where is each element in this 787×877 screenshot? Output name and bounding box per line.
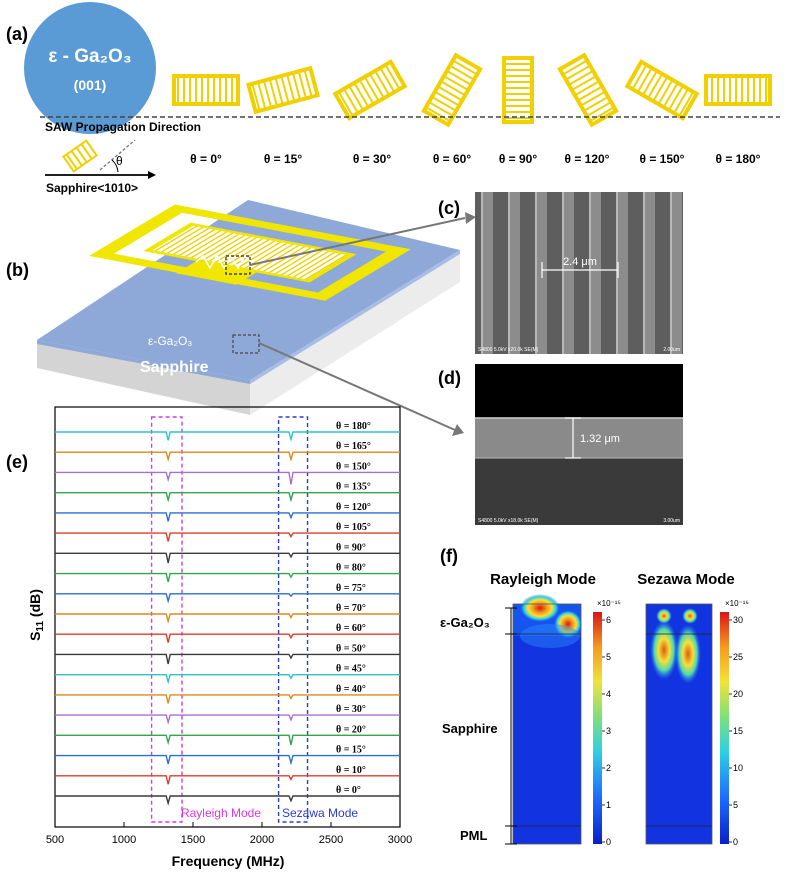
substrate-label: Sapphire bbox=[140, 359, 209, 376]
angle-labels bbox=[190, 152, 761, 166]
series-line bbox=[55, 553, 400, 563]
substrate-direction-label: Sapphire<1010> bbox=[46, 181, 139, 195]
series-line bbox=[55, 735, 400, 745]
saw-direction-label: SAW Propagation Direction bbox=[45, 120, 202, 134]
series-line bbox=[55, 513, 400, 521]
series-line bbox=[55, 614, 400, 621]
angle-label-180: θ = 180° bbox=[715, 152, 761, 166]
sem-c-scalebar: 2.00um bbox=[663, 347, 680, 353]
sezawa-mode-title: Sezawa Mode bbox=[637, 571, 735, 588]
idt-glyph bbox=[504, 58, 532, 122]
series-label: θ = 0° bbox=[336, 785, 361, 796]
series-label: θ = 105° bbox=[336, 522, 371, 534]
idt-glyph bbox=[627, 62, 696, 118]
series-line bbox=[55, 654, 400, 664]
series-label: θ = 135° bbox=[336, 481, 371, 493]
series-label: θ = 45° bbox=[336, 663, 366, 675]
series-line bbox=[55, 594, 400, 601]
rayleigh-box-label: Rayleigh Mode bbox=[180, 806, 261, 820]
idt-glyph bbox=[706, 76, 770, 104]
rayleigh-mode-title: Rayleigh Mode bbox=[490, 571, 596, 588]
panel-label-a: (a) bbox=[6, 24, 28, 44]
series-line bbox=[55, 634, 400, 642]
sem-d-scalebar: 3.00um bbox=[663, 518, 680, 524]
sezawa-box bbox=[279, 417, 308, 822]
layer-substrate-label: Sapphire bbox=[442, 721, 498, 736]
angle-label-30: θ = 30° bbox=[352, 152, 392, 166]
x-tick-label: 3000 bbox=[387, 834, 413, 846]
x-tick-label: 2000 bbox=[249, 834, 275, 846]
idt-glyph bbox=[560, 55, 616, 124]
series-line bbox=[55, 796, 400, 803]
angle-label-120: θ = 120° bbox=[564, 152, 610, 166]
colorbar-tick-label: 25 bbox=[733, 652, 744, 662]
series-label: θ = 165° bbox=[336, 441, 371, 453]
series-label: θ = 70° bbox=[336, 603, 366, 614]
panel-label-b: (b) bbox=[6, 260, 29, 280]
theta-definition bbox=[45, 140, 156, 195]
x-axis-label: Frequency (MHz) bbox=[171, 853, 285, 869]
colorbar-tick-label: 30 bbox=[733, 615, 744, 625]
finger-width-label: 2.4 μm bbox=[563, 256, 597, 268]
series-label: θ = 40° bbox=[336, 683, 366, 695]
series-label: θ = 30° bbox=[336, 704, 366, 716]
angle-label-90: θ = 90° bbox=[498, 152, 538, 166]
x-tick-label: 500 bbox=[45, 834, 65, 846]
angle-label-0: θ = 0° bbox=[190, 152, 222, 166]
rayleigh-mode-simulation bbox=[513, 594, 621, 847]
y-axis-label: $S_{11}$ (dB) bbox=[27, 589, 46, 641]
series-line bbox=[55, 493, 400, 500]
series-line bbox=[55, 432, 400, 440]
angle-label-15: θ = 15° bbox=[263, 152, 303, 166]
angle-label-60: θ = 60° bbox=[432, 152, 472, 166]
colorbar-tick-label: 3 bbox=[606, 726, 612, 736]
sem-top-view bbox=[475, 192, 683, 354]
film-label: ε-Ga₂O₃ bbox=[148, 334, 193, 348]
sem-c-footer: S4800 5.0kV x20.0k SE(M) bbox=[478, 347, 539, 353]
device-schematic bbox=[37, 200, 476, 436]
series-line bbox=[55, 452, 400, 459]
series-line bbox=[55, 776, 400, 784]
sezawa-colorbar bbox=[720, 612, 729, 844]
ga2o3-crystal-circle bbox=[24, 2, 156, 134]
x-tick-label: 1500 bbox=[180, 834, 206, 846]
sezawa-mode-simulation bbox=[646, 599, 749, 847]
colorbar-tick-label: 5 bbox=[606, 652, 612, 662]
panel-label-d: (d) bbox=[438, 368, 461, 388]
series-label: θ = 120° bbox=[336, 501, 371, 513]
x-tick-label: 2500 bbox=[318, 834, 344, 846]
series-label: θ = 90° bbox=[336, 542, 366, 554]
s11-chart bbox=[27, 407, 412, 869]
layer-markers bbox=[440, 608, 517, 844]
angle-label-150: θ = 150° bbox=[639, 152, 685, 166]
rayleigh-colorbar bbox=[593, 612, 602, 844]
series-label: θ = 80° bbox=[336, 562, 366, 574]
sem-d-footer: S4800 5.0kV x18.0k SE(M) bbox=[478, 518, 539, 524]
colorbar-tick-label: 4 bbox=[606, 689, 612, 699]
colorbar-tick-label: 5 bbox=[733, 800, 739, 810]
rayleigh-box bbox=[152, 417, 182, 822]
series-line bbox=[55, 533, 400, 541]
layer-pml-label: PML bbox=[460, 828, 488, 843]
colorbar-tick-label: 1 bbox=[606, 800, 612, 810]
panel-label-e: (e) bbox=[6, 452, 28, 472]
idt-glyph bbox=[174, 76, 238, 104]
series-label: θ = 10° bbox=[336, 764, 366, 776]
series-label: θ = 15° bbox=[336, 744, 366, 756]
rayleigh-scale-exponent: ×10⁻¹⁵ bbox=[597, 599, 621, 608]
series-line bbox=[55, 675, 400, 682]
idt-glyph bbox=[248, 68, 317, 112]
series-line bbox=[55, 695, 400, 703]
sezawa-scale-exponent: ×10⁻¹⁶ bbox=[725, 599, 749, 608]
crystal-label: ε - Ga₂O₃ bbox=[48, 46, 132, 67]
colorbar-tick-label: 2 bbox=[606, 763, 612, 773]
panel-label-c: (c) bbox=[438, 198, 460, 218]
colorbar-tick-label: 20 bbox=[733, 689, 744, 699]
series-label: θ = 150° bbox=[336, 461, 371, 473]
sezawa-box-label: Sezawa Mode bbox=[282, 806, 359, 820]
series-label: θ = 20° bbox=[336, 724, 366, 736]
film-thickness-label: 1.32 μm bbox=[580, 433, 620, 445]
idt-glyph bbox=[335, 62, 404, 118]
series-line bbox=[55, 574, 400, 582]
panel-label-f: (f) bbox=[440, 546, 458, 566]
theta-symbol: θ bbox=[116, 154, 123, 168]
series-line bbox=[55, 756, 400, 764]
colorbar-tick-label: 6 bbox=[606, 615, 612, 625]
colorbar-tick-label: 0 bbox=[606, 837, 612, 847]
sem-cross-section bbox=[475, 364, 683, 525]
series-line bbox=[55, 715, 400, 722]
layer-film-label: ε-Ga₂O₃ bbox=[440, 615, 490, 630]
idt-glyph bbox=[424, 55, 480, 124]
idt-orientation-row bbox=[174, 55, 770, 124]
series-label: θ = 180° bbox=[336, 421, 371, 432]
colorbar-tick-label: 15 bbox=[733, 726, 744, 736]
colorbar-tick-label: 10 bbox=[733, 763, 744, 773]
series-label: θ = 75° bbox=[336, 582, 366, 594]
series-label: θ = 50° bbox=[336, 643, 366, 655]
x-tick-label: 1000 bbox=[111, 834, 137, 846]
colorbar-tick-label: 0 bbox=[733, 837, 739, 847]
series-label: θ = 60° bbox=[336, 623, 366, 635]
crystal-orientation: (001) bbox=[73, 77, 107, 93]
